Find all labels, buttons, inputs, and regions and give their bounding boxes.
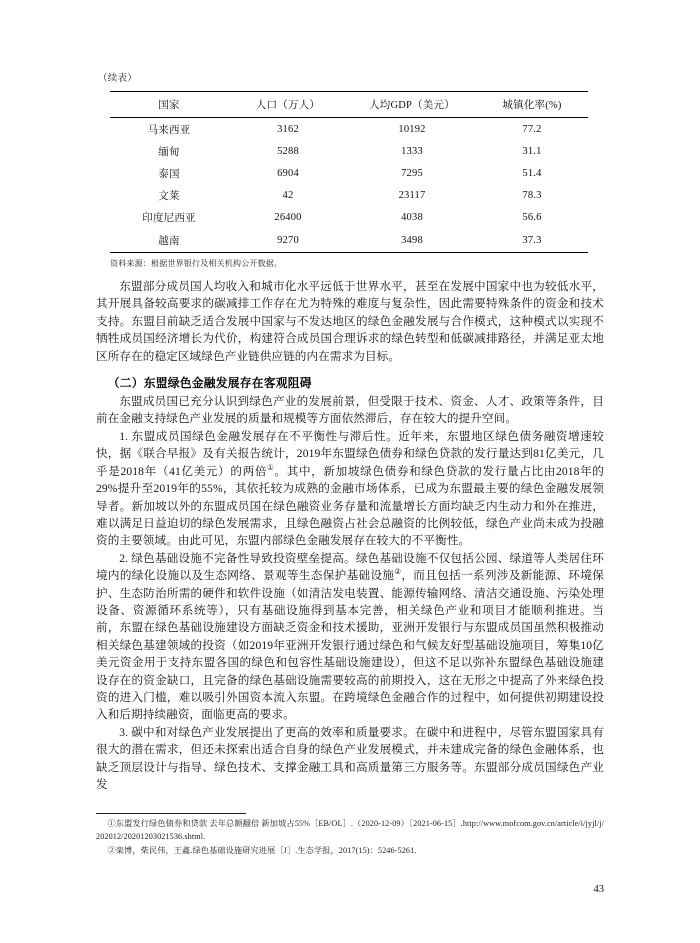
cell-country: 印度尼西亚 [142, 213, 196, 225]
cell-gdp: 23117 [398, 190, 426, 202]
cell-gdp: 4038 [401, 212, 423, 224]
table-header-row [110, 92, 588, 118]
table-source-note: 资料来源：根据世界银行及相关机构公开数据。 [110, 259, 283, 269]
item-2-text-after: ，而且包括一系列涉及新能源、环境保护、生态防治所需的硬件和软件设施（如清洁发电装置、能源传输网络、清洁交通设施、污染处理设备、资源循环系统等），只有基础设施得到基本完善，相关绿色产业和项目才能顺利推进。当前，东盟在绿色基础设施建设方面缺乏资金和技术援助，亚洲开发银行与东盟成员国虽然积极推动相关绿色基建领域的投资（如2019年亚洲开发银行通过绿色和气候友好型基础设施项目，筹集10亿美元资金用于支持东盟各国的绿色和包容性基础设施建设），但这不足以弥补东盟绿色基础设施建设存在的资金缺口，且完备的绿色基础设施需要较高的前期投入，这在无形之中提高了外来绿色投资的进入门槛，难以吸引外国资本流入东盟。在跨境绿色金融合作的过程中，如何提供初期建设投入和后期持续融资，面临更高的要求。 [96, 569, 604, 722]
cell-country: 马来西亚 [147, 124, 191, 136]
paragraph-item-3-carbon-neutrality: 3. 碳中和对绿色产业发展提出了更高的效率和质量要求。在碳中和进程中，尽管东盟国家具有很大的潜在需求，但还未探索出适合自身的绿色产业发展模式，并未建成完备的绿色金融体系，也缺乏顶层设计与指导、绿色技术、支撑金融工具和高质量第三方服务等。东盟部分成员国绿色产业发 [96, 725, 604, 791]
table-row [110, 185, 588, 207]
paragraph-item-1-imbalance [96, 428, 604, 550]
cell-urbanization: 51.4 [522, 167, 542, 179]
cell-population: 9270 [228, 229, 348, 253]
column-header-country: 国家 [110, 92, 228, 118]
footnote-item: ①东盟发行绿色债券和贷款 去年总额翻倍 新加坡占55%［EB/OL］.（2020-12-09）［2021-06-15］.http://www.mofcom.gov.cn/article/i/jyjl/j/202012/20201203021536.shtml. [96, 819, 604, 841]
table-row [110, 207, 588, 229]
item-2-text-before: 2. 绿色基础设施不完备性导致投资壁垒提高。绿色基础设施不仅包括公园、绿道等人类居住环境内的绿化设施以及生态网络、景观等生态保护基础设施 [96, 551, 604, 583]
cell-urbanization: 77.2 [522, 123, 542, 135]
paragraph-item-2-infrastructure [96, 550, 604, 724]
cell-urbanization: 37.3 [476, 229, 588, 253]
paragraph-green-industry-prospects: 东盟成员国已充分认识到绿色产业的发展前景，但受限于技术、资金、人才、政策等条件，目前在金融支持绿色产业发展的质量和规模等方面依然滞后，存在较大的提升空间。 [96, 395, 604, 426]
cell-population: 3162 [277, 123, 299, 135]
cell-population: 26400 [274, 212, 302, 224]
cell-country: 文莱 [158, 191, 180, 203]
cell-gdp: 7295 [401, 167, 423, 179]
table-row [110, 229, 588, 253]
item-1-text-before: 1. 东盟成员国绿色金融发展存在不平衡性与滞后性。近年来，东盟地区绿色债务融资增速较快，据《联合早报》及有关报告统计，2019年东盟绿色债券和绿色贷款的发行量达到81亿美元，几乎是2018年（41亿美元）的两倍 [96, 429, 604, 478]
cell-urbanization: 56.6 [522, 212, 542, 224]
table-row [110, 118, 588, 141]
column-header-population: 人口（万人） [228, 92, 348, 118]
footnotes-section [96, 813, 604, 860]
footnote-item: ②栾博，柴民伟，王鑫.绿色基础设施研究进展［J］.生态学报，2017(15)：5246-5261. [107, 846, 417, 856]
footnote-ref-2: ② [394, 567, 402, 577]
table-continued-caption: （续表） [98, 74, 138, 84]
cell-urbanization: 78.3 [522, 190, 542, 202]
cell-gdp: 3498 [348, 229, 476, 253]
paragraph-asean-income-urbanization: 东盟部分成员国人均收入和城市化水平远低于世界水平，甚至在发展中国家中也为较低水平，其开展具备较高要求的碳减排工作存在尤为特殊的难度与复杂性，因此需要特殊条件的资金和技术支持。东盟目前缺乏适合发展中国家与不发达地区的绿色金融发展与合作模式，这种模式以实现不牺牲成员国经济增长为代价，构建符合成员国合理诉求的绿色转型和低碳减排路径，并满足亚太地区所存在的稳定区域绿色产业链供应链的内在需求为目标。 [96, 280, 604, 363]
item-1-text-after: 。其中，新加坡绿色债券和绿色贷款的发行量占比由2018年的29%提升至2019年的55%，其依托较为成熟的金融市场体系，已成为东盟最主要的绿色金融发展领导者。新加坡以外的东盟成员国在绿色融资业务存量和流量增长方面均缺乏内生动力和外在推进，难以满足日益迫切的绿色发展需求，且绿色融资占社会总融资的比例较低，绿色产业尚未成为投融资的主要领域。由此可见，东盟内部绿色金融发展存在较大的不平衡性。 [96, 464, 605, 548]
cell-population: 6904 [277, 167, 299, 179]
table-head [110, 92, 588, 118]
asean-country-indicators-table [110, 91, 588, 253]
cell-urbanization: 31.1 [522, 145, 542, 157]
page-content [96, 72, 604, 793]
footnote-ref-1: ① [267, 462, 275, 472]
table-row [110, 162, 588, 184]
cell-country: 越南 [110, 229, 228, 253]
cell-gdp: 10192 [398, 123, 426, 135]
table-body [110, 118, 588, 253]
cell-country: 缅甸 [158, 146, 180, 158]
cell-gdp: 1333 [401, 145, 423, 157]
page-number: 43 [593, 884, 604, 895]
section-heading-obstacles: （二）东盟绿色金融发展存在客观阻碍 [107, 376, 312, 391]
footnote-separator-rule [96, 813, 246, 814]
cell-country: 泰国 [158, 168, 180, 180]
cell-population: 5288 [277, 145, 299, 157]
column-header-urbanization: 城镇化率(%) [476, 92, 588, 118]
table-row [110, 140, 588, 162]
column-header-gdp: 人均GDP（美元） [348, 92, 476, 118]
cell-population: 42 [282, 190, 294, 202]
